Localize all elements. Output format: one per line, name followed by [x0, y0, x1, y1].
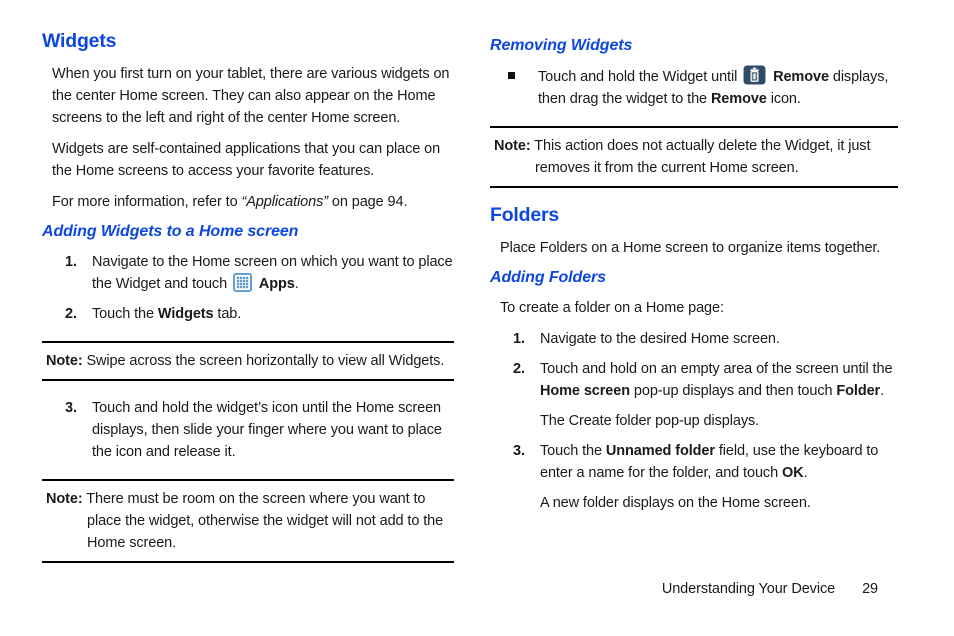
- paragraph: [490, 297, 898, 319]
- apps-icon: [233, 273, 252, 292]
- text-run: .: [880, 383, 885, 399]
- section-heading: Widgets: [42, 30, 117, 52]
- square-bullet-icon: [508, 72, 515, 79]
- text-run: Touch and hold on an empty area of the screen until the: [540, 361, 893, 377]
- text-run: Note:: [46, 353, 83, 369]
- subsection-heading: Adding Folders: [490, 269, 606, 286]
- text-run: A new folder displays on the Home screen.: [540, 495, 811, 511]
- text-run: Widgets are self-contained applications that you can place on the Home screens to access your favorite features.: [52, 141, 441, 179]
- step-item: [490, 358, 898, 402]
- text-run: When you first turn on your tablet, there are various widgets on the center Home screen. They can also appear on the Home screens to the left and right of the center Home screen.: [52, 66, 450, 126]
- step-number: 2.: [513, 361, 525, 377]
- step-number: 2.: [65, 306, 77, 322]
- step-number: 1.: [513, 331, 525, 347]
- note-block: [490, 126, 898, 188]
- text-run: icon.: [766, 91, 801, 107]
- remove-icon: [743, 65, 766, 85]
- step-continuation: [490, 492, 898, 514]
- text-run: tab.: [213, 306, 242, 322]
- step-text: [540, 443, 878, 481]
- note-block: [42, 341, 454, 381]
- text-run: on page 94.: [327, 194, 408, 210]
- step-text: [540, 331, 780, 347]
- text-run: .: [294, 276, 299, 292]
- text-run: Navigate to the desired Home screen.: [540, 331, 780, 347]
- text-run: To create a folder on a Home page:: [500, 300, 724, 316]
- text-run: Remove: [773, 69, 829, 85]
- footer-page-number: 29: [862, 581, 878, 597]
- step-item: [490, 440, 898, 484]
- step-continuation: [490, 410, 898, 432]
- step-item: [42, 251, 454, 295]
- text-run: Touch the: [92, 306, 158, 322]
- text-run: Apps: [258, 276, 295, 292]
- bullet-item: [490, 65, 898, 110]
- step-number: 1.: [65, 254, 77, 270]
- text-run: Unnamed folder: [605, 443, 715, 459]
- text-run: For more information, refer to: [52, 194, 242, 210]
- text-run: Home screen: [540, 383, 630, 399]
- left-column: [42, 30, 454, 579]
- text-run: Note:: [46, 491, 83, 507]
- step-number: 3.: [513, 443, 525, 459]
- text-run: “Applications”: [241, 194, 328, 210]
- paragraph: [42, 63, 454, 129]
- text-run: The Create folder pop-up displays.: [540, 413, 760, 429]
- text-run: OK: [781, 465, 804, 481]
- right-column: [490, 30, 898, 522]
- text-run: Note:: [494, 138, 531, 154]
- text-run: Place Folders on a Home screen to organize items together.: [500, 240, 881, 256]
- paragraph: [42, 138, 454, 182]
- text-run: This action does not actually delete the Widget, it just removes it from the current Home screen.: [530, 138, 871, 176]
- text-run: Swipe across the screen horizontally to view all Widgets.: [82, 353, 445, 369]
- text-run: field, use the keyboard to enter a name for the folder, and touch: [540, 443, 879, 481]
- paragraph: [42, 191, 454, 213]
- text-run: displays, then drag the widget to the: [538, 69, 889, 107]
- text-run: pop-up displays and then touch: [629, 383, 837, 399]
- text-run: Widgets: [157, 306, 214, 322]
- step-text: [92, 306, 241, 322]
- subsection-heading: Removing Widgets: [490, 37, 633, 54]
- bullet-text: [538, 69, 888, 107]
- text-run: Touch the: [540, 443, 606, 459]
- text-run: Folder: [836, 383, 881, 399]
- text-run: Remove: [710, 91, 767, 107]
- step-number: 3.: [65, 400, 77, 416]
- footer-section-title: Understanding Your Device: [661, 581, 836, 597]
- step-item: [42, 303, 454, 325]
- text-run: Touch and hold the Widget until: [538, 69, 742, 85]
- step-text: [92, 400, 442, 460]
- step-text: [540, 361, 892, 399]
- paragraph: [490, 237, 898, 259]
- subsection-heading: Adding Widgets to a Home screen: [42, 223, 299, 240]
- step-item: [490, 328, 898, 350]
- step-item: [42, 397, 454, 463]
- step-text: [92, 254, 453, 292]
- note-block: [42, 479, 454, 563]
- page-footer: [490, 578, 898, 600]
- section-heading: Folders: [490, 204, 560, 226]
- text-run: Touch and hold the widget’s icon until the Home screen displays, then slide your finger where you want to place the icon and release it.: [92, 400, 442, 460]
- text-run: .: [803, 465, 808, 481]
- text-run: There must be room on the screen where you want to place the widget, otherwise the widget will not add to the Home screen.: [82, 491, 444, 551]
- text-run: Navigate to the Home screen on which you want to place the Widget and touch: [92, 254, 453, 292]
